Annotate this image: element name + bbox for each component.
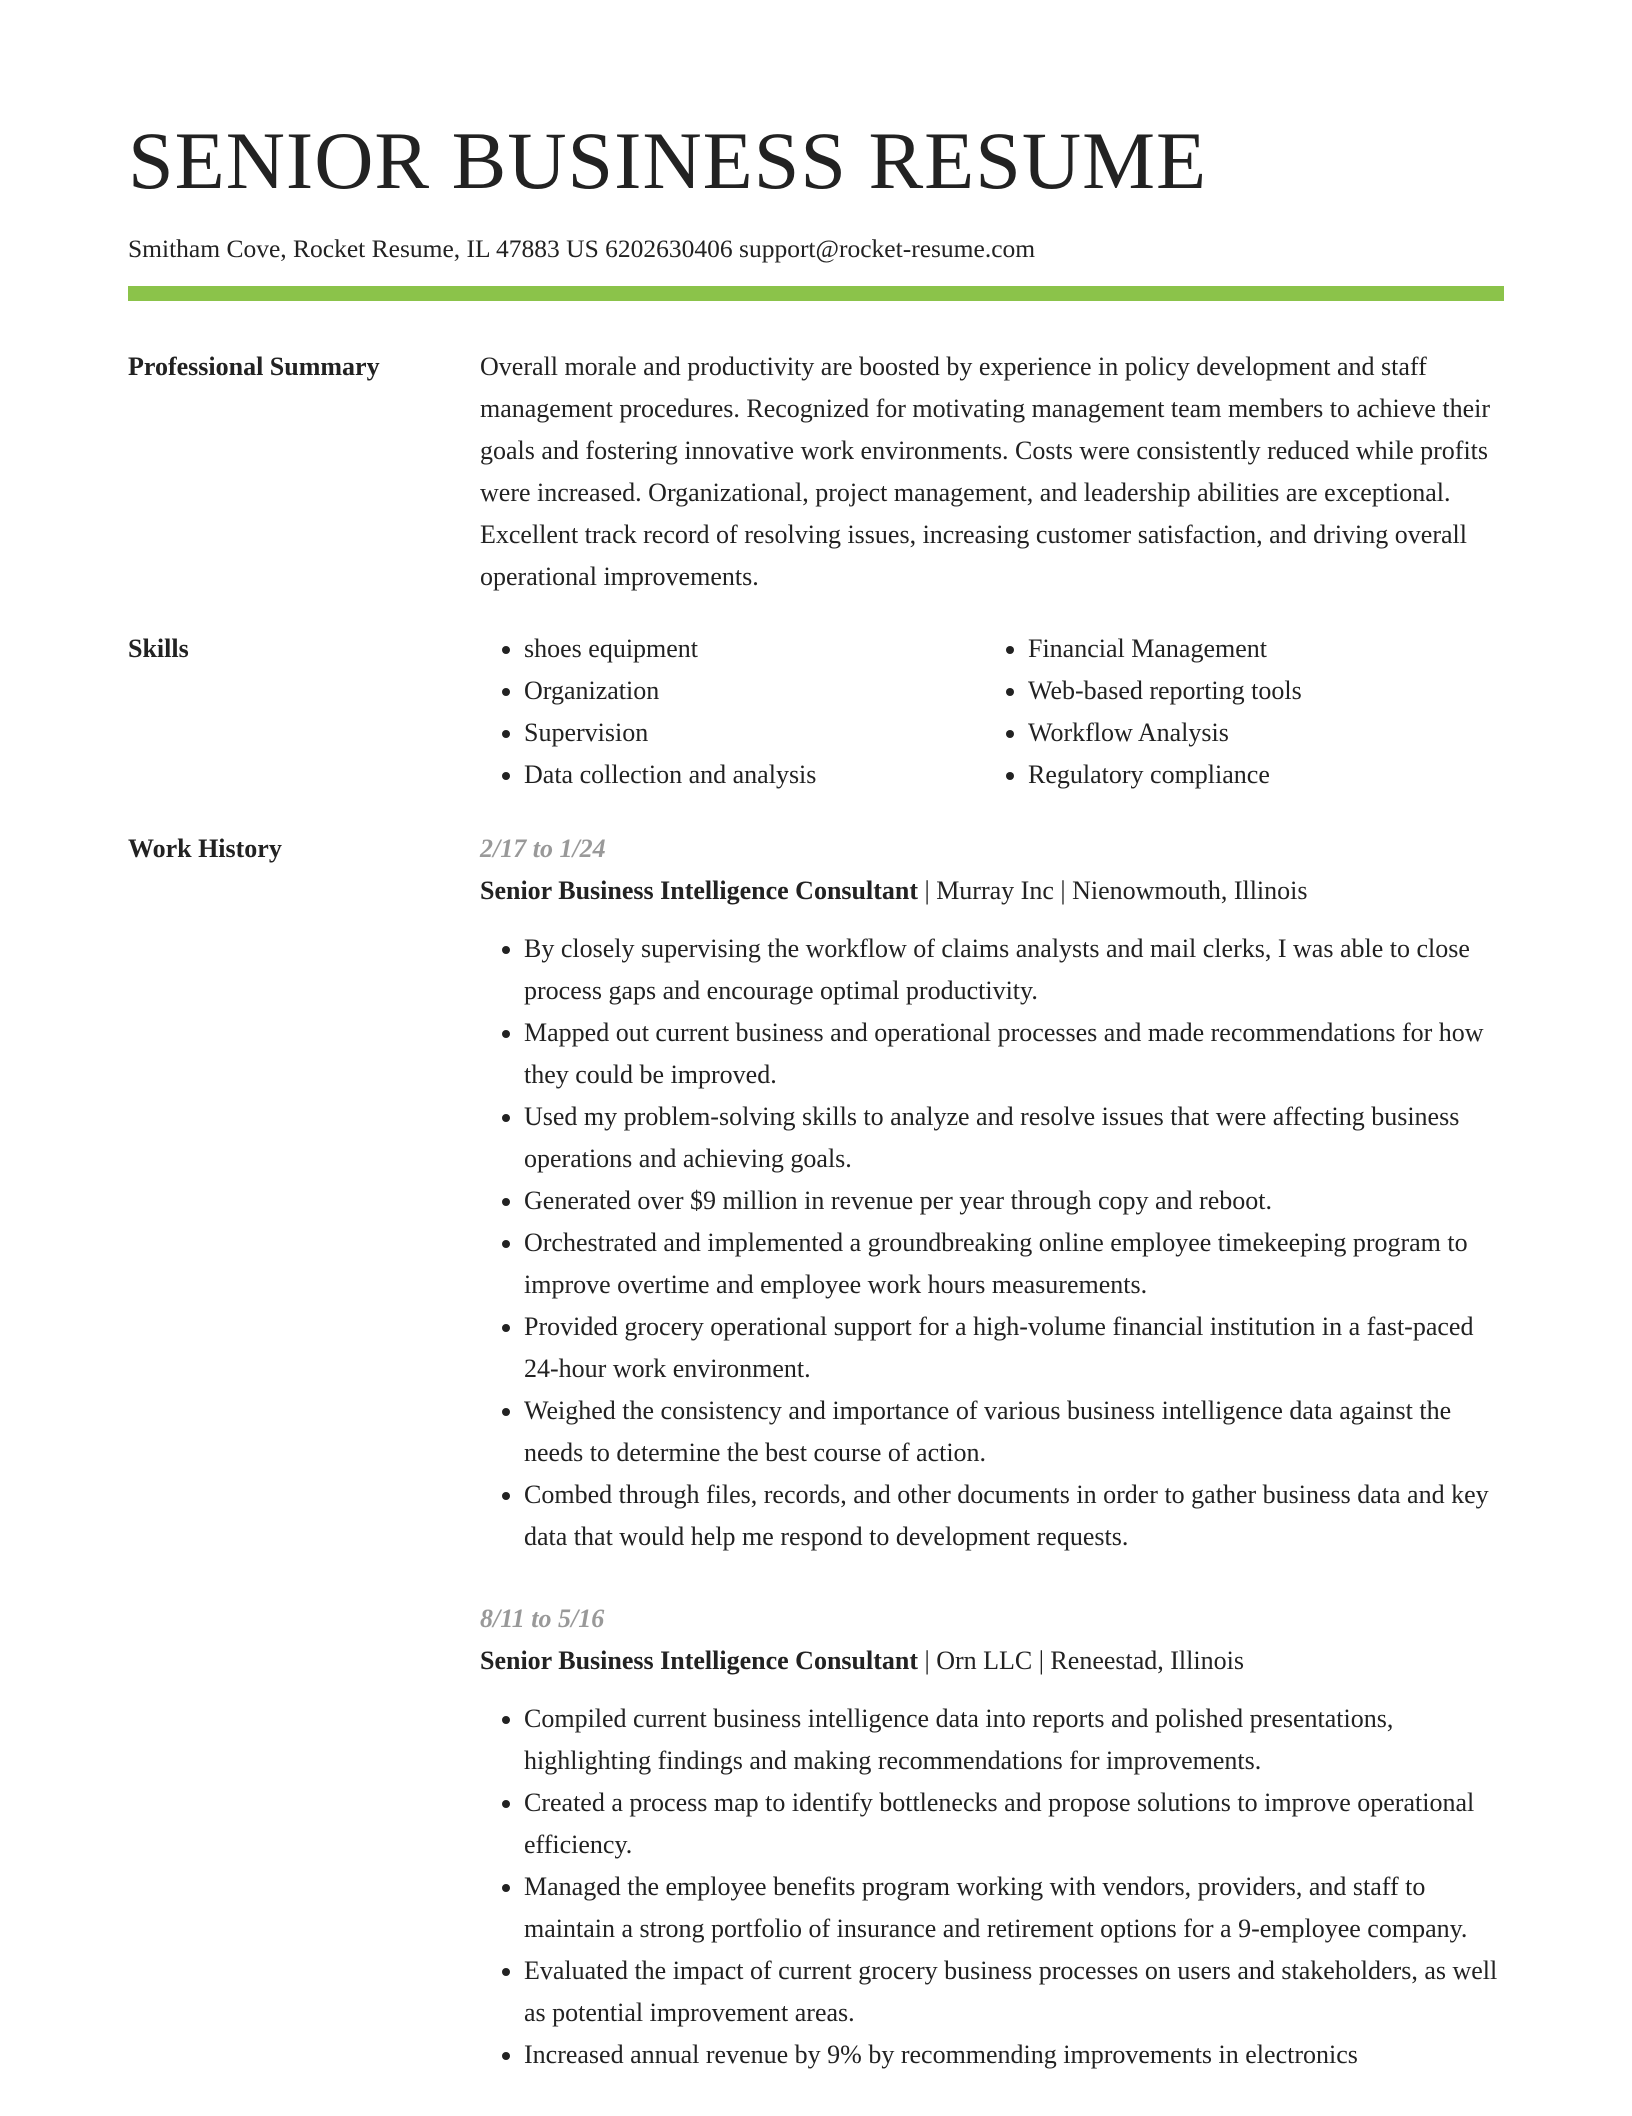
job-bullet: • Increased annual revenue by 9% by recommending improvements in electronics [524, 2034, 1504, 2076]
work-history-body [480, 828, 1504, 2116]
skills-label: Skills [128, 634, 189, 663]
job-bullet: • Managed the employee benefits program working with vendors, providers, and staff to maintain a strong portfolio of insurance and retirement options for a 9-employee company. [524, 1866, 1504, 1950]
skills-section [128, 628, 1504, 798]
job-bullet: • Generated over $9 million in revenue per year through copy and reboot. [524, 1180, 1504, 1222]
job-details: | Murray Inc | Nienowmouth, Illinois [917, 876, 1308, 905]
skills-list-right [984, 628, 1488, 796]
job-bullets [480, 928, 1504, 1558]
job-dates: 2/17 to 1/24 [480, 834, 606, 863]
skill-item: • Regulatory compliance [1028, 754, 1488, 796]
work-history-label: Work History [128, 834, 282, 863]
job-heading [480, 870, 1504, 912]
job-bullets [480, 1698, 1504, 2076]
job-dates: 8/11 to 5/16 [480, 1604, 605, 1633]
job-bullet: • Orchestrated and implemented a groundbreaking online employee timekeeping program to improve overtime and employee work hours measurements. [524, 1222, 1504, 1306]
job-details: | Orn LLC | Reneestad, Illinois [917, 1646, 1244, 1675]
job-bullet: • By closely supervising the workflow of claims analysts and mail clerks, I was able to close process gaps and encourage optimal productivity. [524, 928, 1504, 1012]
job-bullet: • Weighed the consistency and importance of various business intelligence data against the needs to determine the best course of action. [524, 1390, 1504, 1474]
skill-item: • Supervision [524, 712, 984, 754]
job-bullet: • Mapped out current business and operational processes and made recommendations for how they could be improved. [524, 1012, 1504, 1096]
skill-item: • Organization [524, 670, 984, 712]
job-heading [480, 1640, 1504, 1682]
header-divider [128, 286, 1504, 301]
resume-title: SENIOR BUSINESS RESUME [128, 115, 1208, 206]
work-history-section [128, 828, 1504, 2112]
job-bullet: • Compiled current business intelligence data into reports and polished presentations, highlighting findings and making recommendations for improvements. [524, 1698, 1504, 1782]
job-bullet: • Used my problem-solving skills to analyze and resolve issues that were affecting business operations and achieving goals. [524, 1096, 1504, 1180]
job-title: Senior Business Intelligence Consultant [480, 1646, 918, 1675]
job-bullet: • Created a process map to identify bottlenecks and propose solutions to improve operational efficiency. [524, 1782, 1504, 1866]
job-bullet: • Combed through files, records, and other documents in order to gather business data and key data that would help me respond to development requests. [524, 1474, 1504, 1558]
skills-columns [480, 628, 1504, 796]
job-title: Senior Business Intelligence Consultant [480, 876, 918, 905]
job-entry [480, 828, 1504, 1558]
summary-text: Overall morale and productivity are boosted by experience in policy development and staff management procedures. Recognized for motivating management team members to achieve their goals and fostering innovative work environments. Costs were consistently reduced while profits were increased. Organizational, project management, and leadership abilities are exceptional. Excellent track record of resolving issues, increasing customer satisfaction, and driving overall operational improvements. [480, 352, 1491, 591]
job-bullet: • Evaluated the impact of current grocery business processes on users and stakeholders, as well as potential improvement areas. [524, 1950, 1504, 2034]
summary-body [480, 346, 1504, 598]
skills-list-left [480, 628, 984, 796]
job-bullet: • Provided grocery operational support for a high-volume financial institution in a fast-paced 24-hour work environment. [524, 1306, 1504, 1390]
skill-item: • Workflow Analysis [1028, 712, 1488, 754]
skill-item: • shoes equipment [524, 628, 984, 670]
skills-body [480, 628, 1504, 796]
skill-item: • Financial Management [1028, 628, 1488, 670]
skill-item: • Web-based reporting tools [1028, 670, 1488, 712]
contact-line: Smitham Cove, Rocket Resume, IL 47883 US 6202630406 support@rocket-resume.com [128, 234, 1036, 263]
summary-label: Professional Summary [128, 352, 380, 381]
skill-item: • Data collection and analysis [524, 754, 984, 796]
job-entry [480, 1598, 1504, 2076]
summary-section [128, 346, 1504, 591]
